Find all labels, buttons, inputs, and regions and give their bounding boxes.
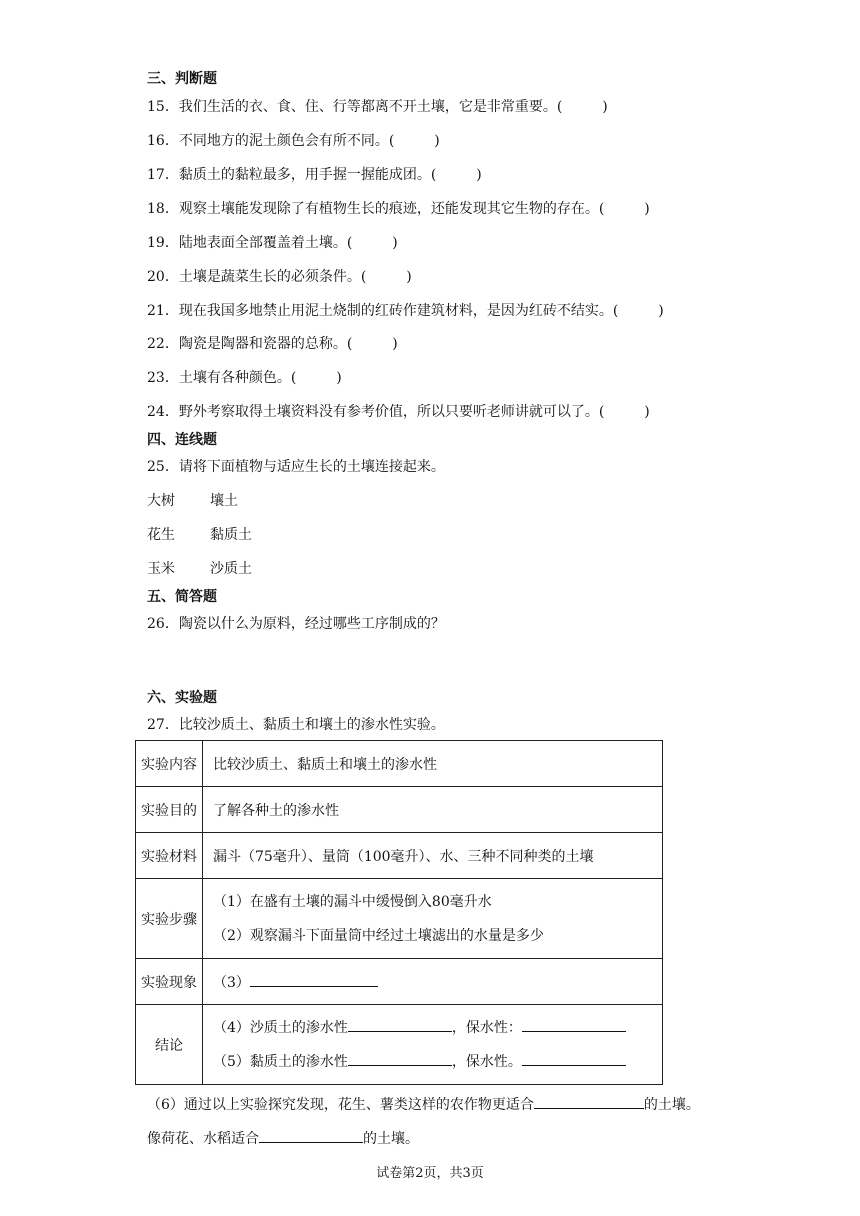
question-17: 17．黏质土的黏粒最多，用手握一握能成团。( ) (147, 167, 482, 183)
table-row (136, 959, 663, 1005)
row-label-steps: 实验步骤 (136, 879, 203, 959)
section-title-short-answer: 五、简答题 (147, 589, 217, 605)
table-row (136, 1005, 663, 1085)
question-19: 19．陆地表面全部覆盖着土壤。( ) (147, 235, 398, 251)
question-15: 15．我们生活的衣、食、住、行等都离不开土壤，它是非常重要。( ) (147, 99, 608, 115)
row-value-phenomenon: （3） (203, 959, 663, 1005)
conclusion-5: （5）黏质土的渗水性 ，保水性。 (213, 1045, 652, 1079)
row-label-content: 实验内容 (136, 741, 203, 787)
table-row (136, 787, 663, 833)
match-soil-1: 壤土 (210, 493, 238, 509)
answer-blank-6a[interactable] (534, 1094, 644, 1109)
section-title-experiment: 六、实验题 (147, 690, 217, 706)
table-row (136, 833, 663, 879)
question-27-6-line1: （6）通过以上实验探究发现，花生、薯类这样的农作物更适合 的土壤。 (147, 1094, 700, 1114)
question-21: 21．现在我国多地禁止用泥土烧制的红砖作建筑材料，是因为红砖不结实。( ) (147, 303, 664, 319)
answer-blank-4b[interactable] (522, 1017, 626, 1032)
row-label-purpose: 实验目的 (136, 787, 203, 833)
match-plant-3: 玉米 (147, 561, 175, 577)
row-label-conclusion: 结论 (136, 1005, 203, 1085)
row-label-materials: 实验材料 (136, 833, 203, 879)
match-plant-1: 大树 (147, 493, 175, 509)
question-20: 20．土壤是蔬菜生长的必须条件。( ) (147, 269, 412, 285)
match-soil-2: 黏质土 (210, 527, 252, 543)
match-soil-3: 沙质土 (210, 561, 252, 577)
question-22: 22．陶瓷是陶器和瓷器的总称。( ) (147, 336, 398, 352)
answer-blank-3[interactable] (250, 972, 378, 987)
conclusion-4: （4）沙质土的渗水性 ，保水性： (213, 1011, 652, 1045)
question-27: 27．比较沙质土、黏质土和壤土的渗水性实验。 (147, 717, 445, 733)
row-value-materials: 漏斗（75毫升）、量筒（100毫升）、水、三种不同种类的土壤 (203, 833, 663, 879)
question-26: 26．陶瓷以什么为原料，经过哪些工序制成的？ (147, 616, 445, 632)
answer-blank-5a[interactable] (348, 1051, 452, 1066)
question-27-6-line2: 像荷花、水稻适合 的土壤。 (147, 1128, 419, 1148)
answer-blank-5b[interactable] (522, 1051, 626, 1066)
row-value-purpose: 了解各种土的渗水性 (203, 787, 663, 833)
experiment-table (135, 740, 663, 1085)
match-plant-2: 花生 (147, 527, 175, 543)
step-2: （2）观察漏斗下面量筒中经过土壤滤出的水量是多少 (213, 927, 544, 944)
answer-blank-6b[interactable] (259, 1128, 363, 1143)
row-value-steps (203, 879, 663, 959)
page-footer: 试卷第2页，共3页 (376, 1166, 484, 1181)
question-16: 16．不同地方的泥土颜色会有所不同。( ) (147, 133, 440, 149)
section-title-judgement: 三、判断题 (147, 71, 217, 87)
row-label-phenomenon: 实验现象 (136, 959, 203, 1005)
question-24: 24．野外考察取得土壤资料没有参考价值，所以只要听老师讲就可以了。( ) (147, 404, 650, 420)
table-row (136, 879, 663, 959)
table-row (136, 741, 663, 787)
question-23: 23．土壤有各种颜色。( ) (147, 370, 342, 386)
section-title-matching: 四、连线题 (147, 432, 217, 448)
row-value-conclusion (203, 1005, 663, 1085)
step-1: （1）在盛有土壤的漏斗中缓慢倒入80毫升水 (213, 893, 492, 910)
question-18: 18．观察土壤能发现除了有植物生长的痕迹，还能发现其它生物的存在。( ) (147, 201, 650, 217)
question-25: 25．请将下面植物与适应生长的土壤连接起来。 (147, 459, 445, 475)
row-value-content: 比较沙质土、黏质土和壤土的渗水性 (203, 741, 663, 787)
answer-blank-4a[interactable] (348, 1017, 452, 1032)
